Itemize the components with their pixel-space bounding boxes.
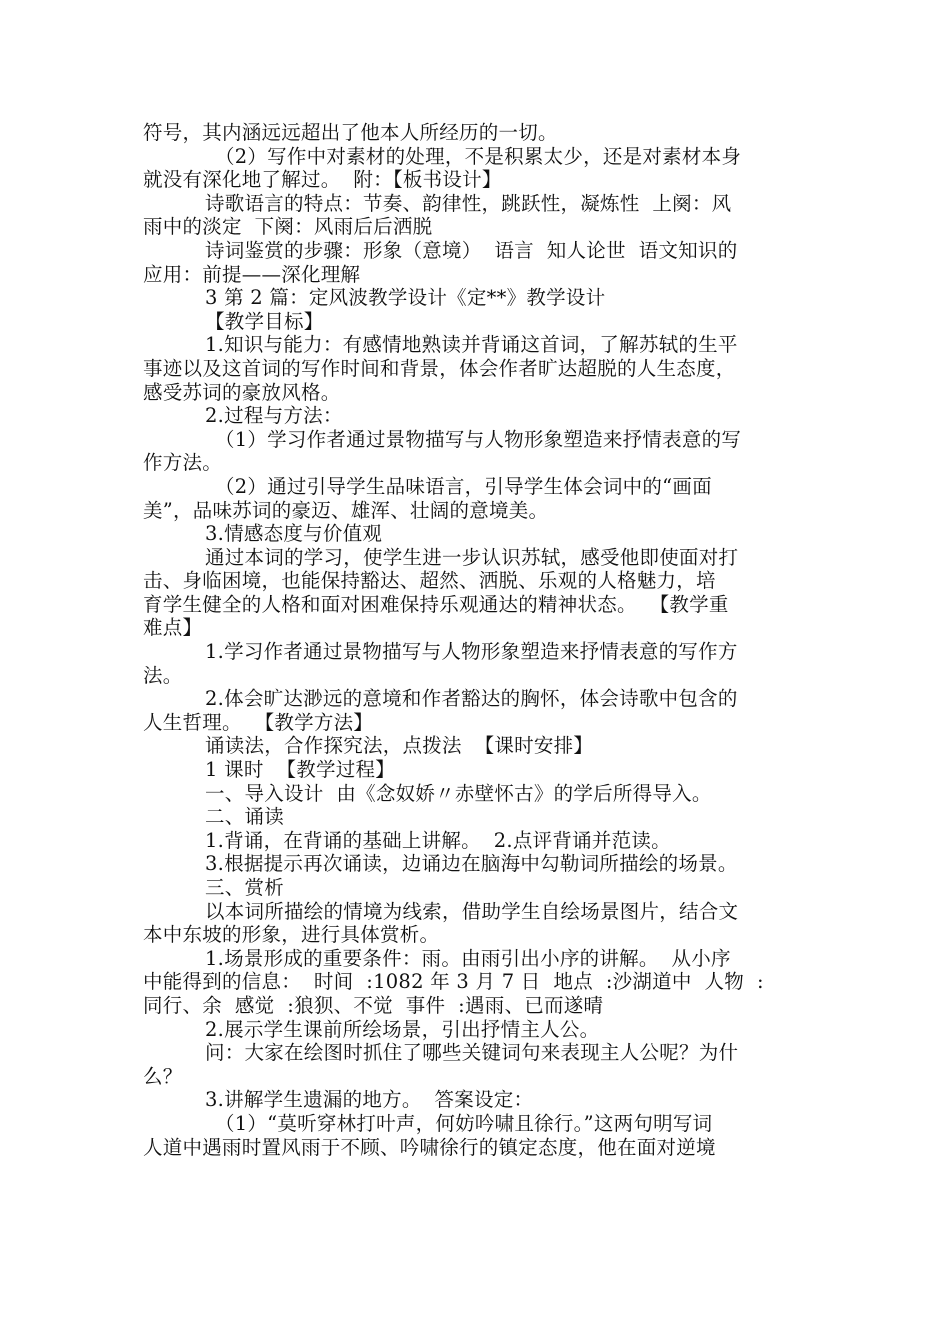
document-body: [143, 121, 813, 1159]
text-line: 以本词所描绘的情境为线索，借助学生自绘场景图片，结合文: [205, 899, 739, 923]
text-line: 1.知识与能力：有感情地熟读并背诵这首词，了解苏轼的生平: [205, 333, 738, 357]
text-line: 诵读法，合作探究法，点拨法 【课时安排】: [205, 734, 594, 758]
text-line: 作方法。: [143, 451, 223, 475]
text-line: 么？: [143, 1064, 183, 1088]
text-line: （2）通过引导学生品味语言，引导学生体会词中的“画面: [215, 474, 712, 498]
text-line: 法。: [143, 663, 183, 687]
text-line: 三、赏析: [205, 876, 285, 899]
text-line: 一、导入设计 由《念奴娇〃赤壁怀古》的学后所得导入。: [205, 781, 712, 805]
text-line: 问：大家在绘图时抓住了哪些关键词句来表现主人公呢？为什: [205, 1041, 739, 1065]
text-line: 3.讲解学生遗漏的地方。 答案设定：: [205, 1088, 534, 1112]
text-line: 中能得到的信息： 时间 :1082 年 3 月 7 日 地点 :沙湖道中 人物 :: [143, 970, 764, 994]
text-line: 3.情感态度与价值观: [205, 522, 383, 546]
text-line: 诗歌语言的特点：节奏、韵律性，跳跃性，凝炼性 上阕：风: [205, 191, 732, 215]
text-line: 3.根据提示再次诵读，边诵边在脑海中勾勒词所描绘的场景。: [205, 852, 738, 876]
text-line: 2.过程与方法：: [205, 404, 343, 428]
text-line: 雨中的淡定 下阕：风雨后后洒脱: [143, 215, 433, 239]
text-line: 通过本词的学习，使学生进一步认识苏轼，感受他即使面对打: [205, 545, 739, 569]
text-line: 本中东坡的形象，进行具体赏析。: [143, 923, 440, 947]
text-line: （1）学习作者通过景物描写与人物形象塑造来抒情表意的写: [215, 427, 742, 451]
text-line: 人道中遇雨时置风雨于不顾、吟啸徐行的镇定态度，他在面对逆境: [143, 1135, 716, 1159]
text-line: 1.学习作者通过景物描写与人物形象塑造来抒情表意的写作方: [205, 640, 738, 664]
text-line: 符号，其内涵远远超出了他本人所经历的一切。: [143, 121, 558, 144]
text-line: 3 第 2 篇：定风波教学设计《定**》教学设计: [205, 286, 606, 310]
text-line: 就没有深化地了解过。 附：【板书设计】: [143, 168, 502, 192]
text-line: 感受苏词的豪放风格。: [143, 380, 341, 404]
text-line: 难点】: [143, 616, 203, 640]
text-line: 【教学目标】: [205, 309, 324, 333]
text-line: （1）“莫听穿林打叶声，何妨吟啸且徐行。”这两句明写词: [215, 1111, 713, 1135]
text-line: 事迹以及这首词的写作时间和背景，体会作者旷达超脱的人生态度，: [143, 356, 736, 380]
text-line: 育学生健全的人格和面对困难保持乐观通达的精神状态。 【教学重: [143, 592, 729, 616]
text-line: 1.场景形成的重要条件：雨。由雨引出小序的讲解。 从小序: [205, 946, 731, 970]
text-line: 1.背诵，在背诵的基础上讲解。 2.点评背诵并范读。: [205, 828, 671, 852]
text-line: 应用：前提——深化理解: [143, 262, 361, 286]
text-line: 诗词鉴赏的步骤：形象（意境） 语言 知人论世 语文知识的: [205, 238, 738, 262]
text-line: 2.展示学生课前所绘场景，引出抒情主人公。: [205, 1017, 600, 1041]
text-line: （2）写作中对素材的处理，不是积累太少，还是对素材本身: [215, 144, 742, 168]
text-line: 击、身临困境，也能保持豁达、超然、洒脱、乐观的人格魅力，培: [143, 569, 716, 593]
text-line: 1 课时 【教学过程】: [205, 758, 396, 782]
text-line: 美”，品味苏词的豪迈、雄浑、壮阔的意境美。: [143, 498, 549, 522]
text-line: 同行、余 感觉 :狼狈、不觉 事件 :遇雨、已而遂晴: [143, 993, 604, 1017]
text-line: 人生哲理。 【教学方法】: [143, 710, 374, 734]
text-line: 2.体会旷达渺远的意境和作者豁达的胸怀，体会诗歌中包含的: [205, 687, 738, 711]
text-line: 二、诵读: [205, 805, 285, 829]
